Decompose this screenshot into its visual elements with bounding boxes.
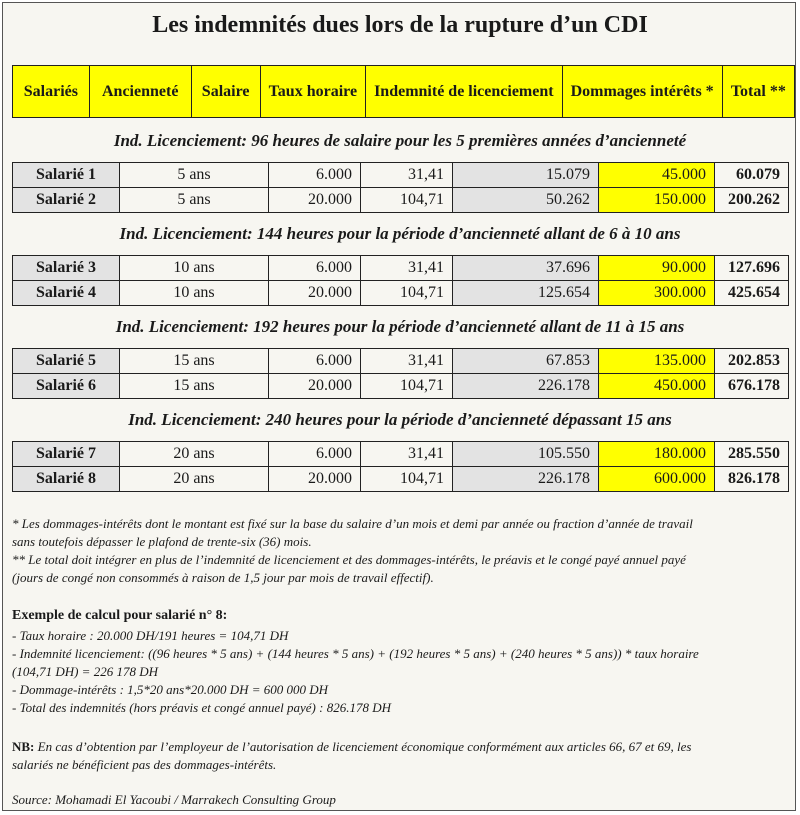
cell-indemnite: 125.654: [453, 281, 599, 306]
cell-anciennete: 10 ans: [120, 281, 269, 306]
footnote-line: sans toutefois dépasser le plafond de trente-six (36) mois.: [12, 534, 312, 549]
footnote-line: * Les dommages-intérêts dont le montant est fixé sur la base du salaire d’un mois et demi par année ou fraction d’année de travail: [12, 516, 693, 531]
example-line: - Indemnité licenciement: ((96 heures * 5 ans) + (144 heures * 5 ans) + (192 heures * 5 ans) + (240 heures * 5 ans)) * taux horaire: [12, 646, 699, 661]
cell-total: 200.262: [715, 188, 789, 213]
cell-dommages: 135.000: [599, 349, 715, 374]
example-line: - Dommage-intérêts : 1,5*20 ans*20.000 DH = 600 000 DH: [12, 682, 329, 697]
cell-indemnite: 50.262: [453, 188, 599, 213]
nb-note: [12, 738, 788, 774]
cell-dommages: 90.000: [599, 256, 715, 281]
cell-anciennete: 10 ans: [120, 256, 269, 281]
footnote-line: (jours de congé non consommés à raison de 1,5 jour par mois de travail effectif).: [12, 570, 434, 585]
cell-total: 826.178: [715, 467, 789, 492]
cell-name: Salarié 8: [13, 467, 120, 492]
cell-total: 127.696: [715, 256, 789, 281]
cell-anciennete: 15 ans: [120, 374, 269, 399]
cell-taux: 31,41: [361, 349, 453, 374]
example-lines: [12, 627, 788, 717]
cell-name: Salarié 6: [13, 374, 120, 399]
cell-total: 285.550: [715, 442, 789, 467]
cell-anciennete: 15 ans: [120, 349, 269, 374]
cell-name: Salarié 2: [13, 188, 120, 213]
cell-salaire: 20.000: [269, 374, 361, 399]
cell-salaire: 6.000: [269, 256, 361, 281]
cell-indemnite: 15.079: [453, 163, 599, 188]
section-title: Ind. Licenciement: 240 heures pour la période d’ancienneté dépassant 15 ans: [128, 410, 672, 429]
cell-taux: 31,41: [361, 256, 453, 281]
footnote-line: ** Le total doit intégrer en plus de l’indemnité de licenciement et des dommages-intérêts, le préavis et le congé payé annuel payé: [12, 552, 686, 567]
header-salaries: Salariés: [13, 66, 90, 118]
table-row: [13, 442, 789, 467]
header-table: [12, 65, 795, 118]
cell-taux: 104,71: [361, 374, 453, 399]
cell-taux: 31,41: [361, 163, 453, 188]
cell-total: 202.853: [715, 349, 789, 374]
header-row: [13, 66, 795, 118]
header-salaire: Salaire: [191, 66, 260, 118]
cell-anciennete: 5 ans: [120, 188, 269, 213]
cell-indemnite: 67.853: [453, 349, 599, 374]
data-table: [12, 441, 789, 492]
table-row: [13, 256, 789, 281]
header-anciennete: Ancienneté: [89, 66, 191, 118]
cell-name: Salarié 1: [13, 163, 120, 188]
cell-taux: 31,41: [361, 442, 453, 467]
cell-name: Salarié 3: [13, 256, 120, 281]
cell-salaire: 20.000: [269, 188, 361, 213]
cell-salaire: 6.000: [269, 442, 361, 467]
cell-dommages: 600.000: [599, 467, 715, 492]
section-title: Ind. Licenciement: 192 heures pour la période d’ancienneté allant de 11 à 15 ans: [115, 317, 685, 336]
header-taux-horaire: Taux horaire: [260, 66, 365, 118]
cell-dommages: 180.000: [599, 442, 715, 467]
cell-anciennete: 20 ans: [120, 442, 269, 467]
cell-dommages: 150.000: [599, 188, 715, 213]
section-title: Ind. Licenciement: 144 heures pour la période d’ancienneté allant de 6 à 10 ans: [119, 224, 681, 243]
cell-name: Salarié 5: [13, 349, 120, 374]
cell-total: 425.654: [715, 281, 789, 306]
header-indemnite: Indemnité de licenciement: [366, 66, 563, 118]
nb-line: salariés ne bénéficient pas des dommages-intérêts.: [12, 757, 277, 772]
cell-taux: 104,71: [361, 281, 453, 306]
example-line: - Taux horaire : 20.000 DH/191 heures = 104,71 DH: [12, 628, 289, 643]
section-title: Ind. Licenciement: 96 heures de salaire pour les 5 premières années d’ancienneté: [113, 131, 687, 150]
cell-taux: 104,71: [361, 188, 453, 213]
cell-indemnite: 37.696: [453, 256, 599, 281]
cell-dommages: 450.000: [599, 374, 715, 399]
nb-label: NB:: [12, 739, 35, 754]
page-title: Les indemnités dues lors de la rupture d’un CDI: [152, 12, 648, 38]
header-dommages: Dommages intérêts *: [562, 66, 722, 118]
header-total: Total **: [722, 66, 794, 118]
example-line: (104,71 DH) = 226 178 DH: [12, 664, 158, 679]
table-row: [13, 349, 789, 374]
nb-line: En cas d’obtention par l’employeur de l’autorisation de licenciement économique conformément aux articles 66, 67 et 69, les: [34, 739, 692, 754]
data-table: [12, 348, 789, 399]
cell-name: Salarié 4: [13, 281, 120, 306]
cell-anciennete: 20 ans: [120, 467, 269, 492]
cell-name: Salarié 7: [13, 442, 120, 467]
example-line: - Total des indemnités (hors préavis et congé annuel payé) : 826.178 DH: [12, 700, 391, 715]
source-line: Source: Mohamadi El Yacoubi / Marrakech Consulting Group: [12, 792, 336, 807]
cell-dommages: 300.000: [599, 281, 715, 306]
table-row: [13, 188, 789, 213]
cell-indemnite: 226.178: [453, 467, 599, 492]
cell-dommages: 45.000: [599, 163, 715, 188]
cell-indemnite: 226.178: [453, 374, 599, 399]
cell-taux: 104,71: [361, 467, 453, 492]
cell-salaire: 6.000: [269, 349, 361, 374]
cell-total: 676.178: [715, 374, 789, 399]
example-title: Exemple de calcul pour salarié n° 8:: [12, 608, 228, 623]
document-frame: [2, 2, 796, 811]
table-row: [13, 374, 789, 399]
data-table: [12, 162, 789, 213]
footnotes: [12, 515, 788, 587]
cell-total: 60.079: [715, 163, 789, 188]
table-row: [13, 281, 789, 306]
cell-salaire: 20.000: [269, 467, 361, 492]
table-row: [13, 163, 789, 188]
cell-anciennete: 5 ans: [120, 163, 269, 188]
table-row: [13, 467, 789, 492]
cell-salaire: 20.000: [269, 281, 361, 306]
cell-salaire: 6.000: [269, 163, 361, 188]
cell-indemnite: 105.550: [453, 442, 599, 467]
data-table: [12, 255, 789, 306]
